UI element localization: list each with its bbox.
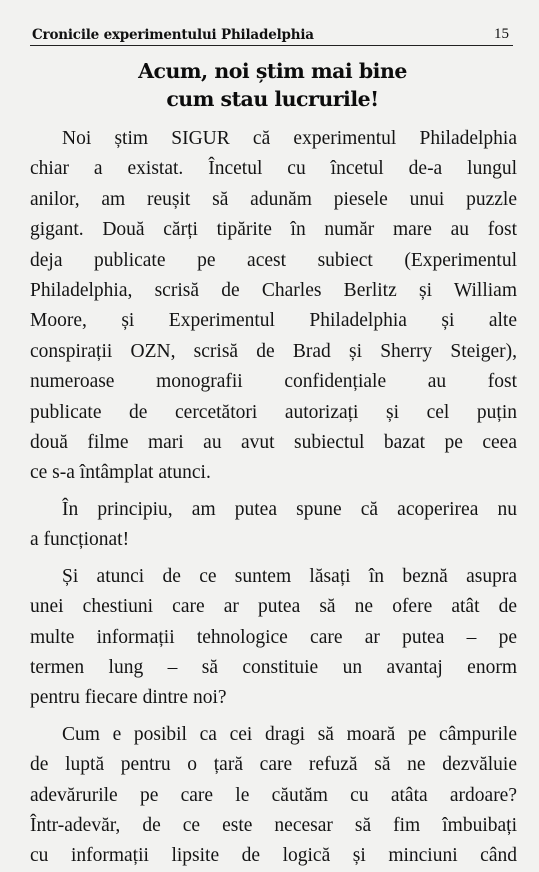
text-line: Noi știm SIGUR că experimentul Philadelphia — [62, 128, 517, 149]
paragraph — [30, 720, 517, 872]
text-line: Și atunci de ce suntem lăsați în beznă asupra — [62, 565, 517, 587]
text-line: În principiu, am putea spune că acoperirea nu — [62, 498, 517, 520]
text-line: două filme mari au avut subiectul bazat pe ceea — [30, 432, 517, 454]
text-line: Într-adevăr, de ce este necesar să fim îmbuibați — [30, 814, 517, 836]
text-line: multe informații tehnologice care ar putea – pe — [30, 626, 517, 648]
text-line: publicate de cercetători autorizați și cel puțin — [30, 401, 517, 423]
text-line: de luptă pentru o țară care refuză să ne dezvăluie — [30, 754, 517, 776]
header-rule — [30, 45, 513, 46]
text-line: Moore, și Experimentul Philadelphia și alte — [30, 310, 517, 332]
text-line: chiar a existat. Încetul cu încetul de-a lungul — [30, 158, 517, 180]
chapter-title — [30, 57, 515, 113]
text-line: deja publicate pe acest subiect (Experimentul — [30, 249, 517, 271]
text-line: gigant. Două cărți tipărite în număr mare au fost — [30, 219, 517, 241]
paragraph — [30, 562, 517, 714]
chapter-title-line: cum stau lucrurile! — [166, 87, 379, 111]
paragraph — [30, 124, 517, 489]
text-line: termen lung – să constituie un avantaj enorm — [30, 656, 517, 678]
text-line: ce s-a întâmplat atunci. — [30, 462, 211, 484]
text-line: a funcționat! — [30, 529, 130, 551]
body-text — [30, 124, 517, 872]
text-line: unei chestiuni care ar putea să ne ofere atât de — [30, 596, 517, 618]
text-line: Cum e posibil ca cei dragi să moară pe câmpurile — [62, 723, 517, 745]
text-line: Philadelphia, scrisă de Charles Berlitz și William — [30, 280, 517, 302]
page-number: 15 — [494, 26, 509, 42]
text-line: adevărurile pe care le căutăm cu atâta ardoare? — [30, 784, 517, 806]
text-line: numeroase monografii confidențiale au fost — [30, 371, 517, 393]
running-title: Cronicile experimentului Philadelphia — [32, 27, 314, 43]
text-line: anilor, am reușit să adunăm piesele unui puzzle — [30, 188, 517, 210]
chapter-title-line: Acum, noi știm mai bine — [138, 59, 407, 83]
text-line: conspirații OZN, scrisă de Brad și Sherry Steiger), — [30, 340, 517, 362]
text-line: cu informații lipsite de logică și minciuni când — [30, 845, 517, 867]
paragraph — [30, 495, 517, 556]
text-line: pentru fiecare dintre noi? — [30, 687, 227, 709]
